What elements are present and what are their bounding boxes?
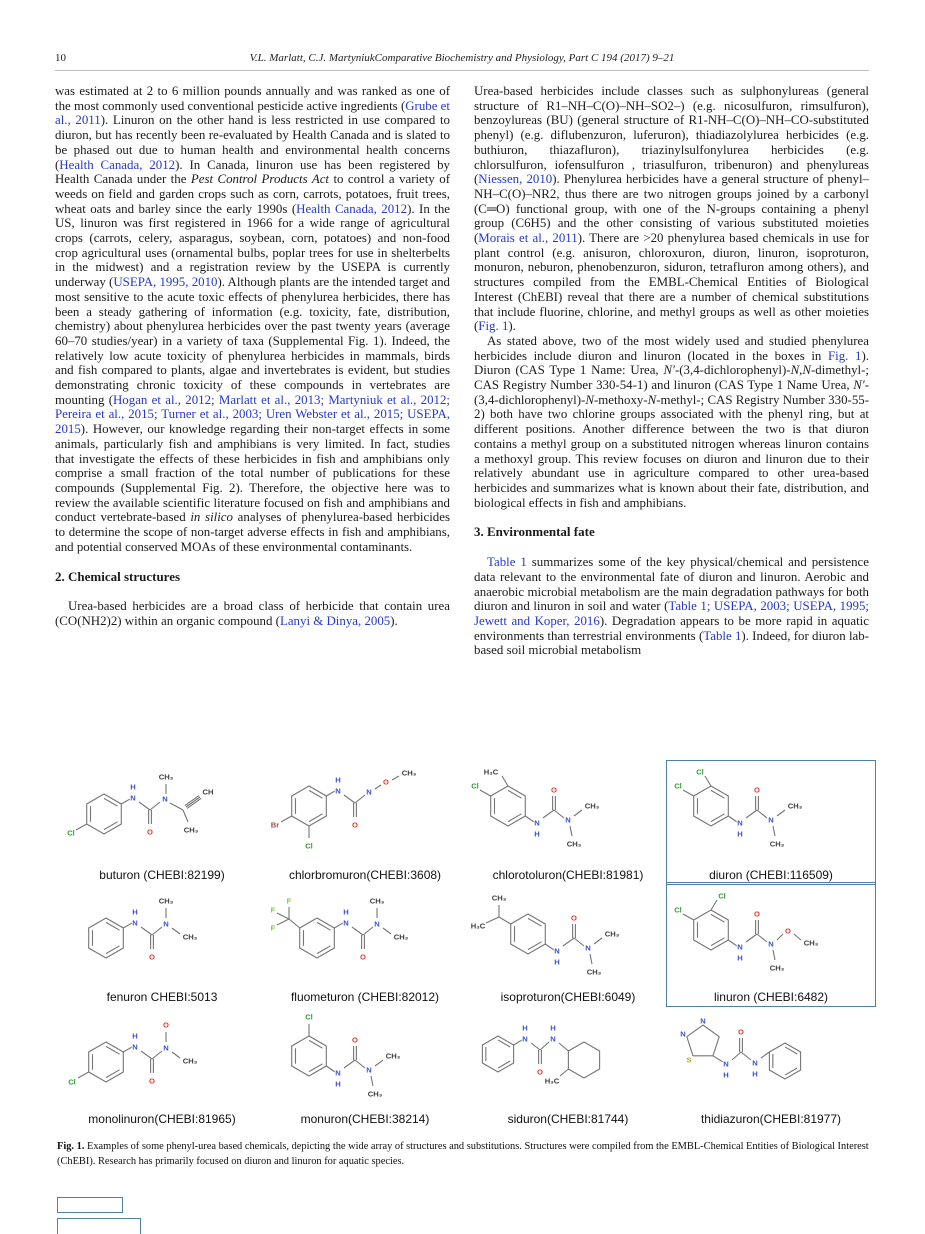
atom-label: N	[565, 815, 571, 825]
atom-label: Br	[270, 820, 280, 830]
italic-term: N,N	[790, 363, 811, 378]
molecule-cell-isoproturon	[463, 882, 666, 1004]
atom-label: N	[132, 918, 138, 928]
atom-label: CH₃	[769, 839, 785, 849]
figure-structure-grid	[57, 760, 869, 1126]
figure-caption	[57, 1140, 869, 1169]
atom-label: F	[286, 896, 292, 906]
atom-label: N	[522, 1034, 528, 1044]
molecule-cell-thidiazuron	[666, 1004, 869, 1126]
molecule-wrap-chlorotoluron	[463, 760, 673, 885]
atom-label: H	[130, 782, 136, 792]
italic-term: N′	[663, 363, 675, 378]
molecule-wrap-isoproturon	[463, 882, 673, 1007]
molecule-label-fluometuron: fluometuron (CHEBI:82012)	[290, 990, 440, 1004]
molecule-label-monolinuron: monolinuron(CHEBI:81965)	[88, 1112, 236, 1126]
citation-link[interactable]: Table 1	[487, 555, 527, 570]
atom-label: CH₃	[584, 801, 600, 811]
page-number: 10	[55, 52, 66, 64]
atom-label: N	[163, 1043, 169, 1053]
molecule-label-chlorotoluron: chlorotoluron(CHEBI:81981)	[492, 868, 644, 882]
figure-1	[57, 760, 869, 1169]
atom-label: F	[270, 905, 276, 915]
molecule-structure-siduron	[468, 1006, 668, 1106]
molecule-label-diuron: diuron (CHEBI:116509)	[709, 868, 833, 882]
molecule-cell-chlorotoluron	[463, 760, 666, 882]
atom-label: H₃C	[544, 1076, 560, 1086]
atom-label: Cl	[718, 891, 726, 901]
molecule-wrap-chlorbromuron	[260, 760, 470, 885]
atom-label: CH₃	[393, 932, 409, 942]
highlight-box-diuron	[666, 760, 876, 885]
atom-label: O	[551, 785, 557, 795]
atom-label: H	[335, 1079, 341, 1089]
molecule-label-thidiazuron: thidiazuron(CHEBI:81977)	[700, 1112, 842, 1126]
molecule-cell-fluometuron	[260, 882, 463, 1004]
paragraph: was estimated at 2 to 6 million pounds annually and was ranked as one of the most commonly used conventional pesticide active ingredients (Grube et al., 2011). Linuron on the other hand is less restricted in use compared to diuron, but has recently been re-evaluated by Health Canada and is slated to be phased out due to human health and environmental health concerns (Health Canada, 2012). In Canada, linuron use has been registered by Health Canada under the Pest Control Products Act to control a variety of weeds on field and garden crops such as corn, carrots, potatoes, fruit trees, wheat oats and barley since the early 1990s (Health Canada, 2012). In the US, linuron was first registered in 1966 for a wide range of agricultural crops (carrots, celery, asparagus, soybean, corn, potatoes) and non-food crop agricultural uses (ornamental bulbs, poplar trees for use in shelterbelts in the midwest) and a registration review by the USEPA is currently underway (USEPA, 1995, 2010). Although plants are the intended target and most sensitive to the acute toxic effects of phenylurea herbicides, there has been a steady gathering of information (e.g. toxicity, fate, distribution, chemistry) about phenylurea herbicides over the past twenty years (average 60–70 studies/year) in a variety of taxa (Supplemental Fig. 1). Indeed, the relatively low acute toxicity of phenylurea herbicides in mammals, birds and fish compared to plants, algae and invertebrates is evident, but studies demonstrating chronic toxicity of these compounds in vertebrates are mounting (Hogan et al., 2012; Marlatt et al., 2013; Martyniuk et al., 2012; Pereira et al., 2015; Turner et al., 2003; Uren Webster et al., 2015; USEPA, 2015). However, our knowledge regarding their non-target effects in some animals, particularly fish and amphibians is very limited. In fact, studies that investigate the effects of these herbicides in fish and amphibians only comprise a small fraction of the total number of publications for these compounds (Supplemental Fig. 2). Therefore, the objective here was to review the available scientific literature focused on fish and amphibians and conduct vertebrate-based in silico analyses of phenylurea-based herbicides to determine the scope of non-target adverse effects in fish and amphibians, and potential conserved MOAs of these environmental contaminants.	[55, 84, 451, 554]
italic-term: N	[585, 392, 594, 407]
atom-label: O	[149, 952, 155, 962]
molecule-structure-diuron	[671, 762, 871, 862]
molecule-wrap-fenuron	[57, 882, 267, 1007]
citation-link[interactable]: Table 1; USEPA, 2003; USEPA, 1995; Jewett and Koper, 2016	[474, 599, 869, 628]
next-figure-fragment-box-1	[57, 1197, 123, 1213]
molecule-structure-thidiazuron	[671, 1006, 871, 1106]
atom-label: O	[352, 820, 358, 830]
atom-label: CH₃	[803, 938, 819, 948]
atom-label: O	[537, 1067, 543, 1077]
molecule-cell-monuron	[260, 1004, 463, 1126]
atom-label: CH₃	[158, 772, 174, 782]
paragraph: As stated above, two of the most widely used and studied phenylurea herbicides include diuron and linuron (located in the boxes in Fig. 1). Diuron (CAS Type 1 Name: Urea, N′-(3,4-dichlorophenyl)-N,N-dimethyl-; CAS Registry Number 330-54-1) and linuron (CAS Type 1 Name Urea, N′-(3,4-dichlorophenyl)-N-methoxy-N-methyl-; CAS Registry Number 330-55-2) both have two chlorine groups associated with the phenyl ring, but at different positions. Another difference between the two is that diuron contains a methyl group on a substituted nitrogen whereas linuron contains a methoxyl group. This review focuses on diuron and linuron due to their relatively abundant use in agriculture compared to other urea-based herbicides and summarizes what is known about their fate, distribution, and biological effects in fish and amphibians.	[474, 333, 869, 510]
citation-link[interactable]: Morais et al., 2011	[478, 231, 578, 246]
atom-label: CH₃	[158, 896, 174, 906]
atom-label: N	[162, 794, 168, 804]
molecule-label-buturon: buturon (CHEBI:82199)	[99, 868, 225, 882]
section-heading: 2. Chemical structures	[55, 568, 181, 584]
citation-link[interactable]: Fig. 1	[827, 348, 862, 363]
atom-label: F	[270, 923, 276, 933]
citation-link[interactable]: USEPA, 1995, 2010	[113, 275, 218, 290]
atom-label: N	[723, 1059, 729, 1069]
atom-label: O	[149, 1076, 155, 1086]
atom-label: O	[754, 909, 760, 919]
atom-label: O	[785, 926, 791, 936]
atom-label: N	[550, 1034, 556, 1044]
paragraph: Urea-based herbicides include classes such as sulphonylureas (general structure of R1–NH–C(O)–NH–SO2–) (e.g. nicosulfuron, rimsulfuron), benzoylureas (BU) (general structure of R1-NH–C(O)–NH–CO-substituted phenyl) (e.g. diflubenzuron, luferuron), thiadiazolylurea herbicides (e.g. buthiuron, thiazafluron), triazinylsulfonylurea herbicides (e.g. chlorsulfuron, iofensulfuron , triasulfuron, tribenuron) and phenylureas (Niessen, 2010). Phenylurea herbicides have a general structure of phenyl–NH–C(O)–NR2, thus there are two nitrogen groups joined by a carbonyl (C═O) functional group, with one of the N-groups containing a phenyl group (C6H5) and the other consisting of various substituted moieties (Morais et al., 2011). There are >20 phenylurea based chemicals in use for plant control (e.g. anisuron, chloroxuron, diuron, linuron, isoproturon, monuron, neburon, phenobenzuron, siduron, tetrafluron among others), and structures compiled from the EMBL-Chemical Entities of Biological Interest (ChEBI) reveal that there are a number of chemical substitutions that include fluorine, chlorine, and methyl groups as well as other moieties (Fig. 1).	[474, 84, 869, 334]
atom-label: CH₃	[182, 932, 198, 942]
citation-link[interactable]: Lanyi & Dinya, 2005	[279, 613, 391, 628]
atom-label: H	[132, 1031, 138, 1041]
atom-label: H₃C	[483, 767, 499, 777]
molecule-cell-linuron	[666, 882, 869, 1004]
molecule-structure-monolinuron	[62, 1006, 262, 1106]
atom-label: N	[737, 942, 743, 952]
atom-label: H	[132, 907, 138, 917]
citation-link[interactable]: Niessen, 2010	[478, 172, 553, 187]
section-heading: 3. Environmental fate	[474, 524, 595, 540]
atom-label: CH₃	[769, 963, 785, 973]
atom-label: CH₃	[491, 893, 507, 903]
atom-label: CH₃	[787, 801, 803, 811]
atom-label: H	[534, 829, 540, 839]
atom-label: N	[335, 1068, 341, 1078]
atom-label: H₃C	[470, 921, 486, 931]
atom-label: N	[132, 1042, 138, 1052]
molecule-structure-linuron	[671, 884, 871, 984]
atom-label: Cl	[305, 1012, 313, 1022]
atom-label: H	[550, 1023, 556, 1033]
molecule-cell-monolinuron	[57, 1004, 260, 1126]
atom-label: N	[534, 818, 540, 828]
molecule-wrap-monolinuron	[57, 1004, 267, 1129]
citation-link[interactable]: Grube et al., 2011	[55, 98, 450, 128]
atom-label: N	[374, 919, 380, 929]
atom-label: H	[343, 907, 349, 917]
atom-label: O	[147, 827, 153, 837]
atom-label: Cl	[67, 828, 75, 838]
citation-link[interactable]: Health Canada, 2012	[296, 201, 408, 216]
atom-label: N	[700, 1016, 706, 1026]
right-column	[474, 84, 869, 762]
citation-link[interactable]: Hogan et al., 2012; Marlatt et al., 2013; Martyniuk et al., 2012; Pereira et al., 2015; Turner et al., 2003; Uren Webster et al., 2015; USEPA, 2015	[55, 392, 451, 437]
molecule-structure-chlorbromuron	[265, 762, 465, 862]
atom-label: CH₃	[369, 896, 385, 906]
atom-label: Cl	[68, 1077, 76, 1087]
atom-label: N	[366, 1065, 372, 1075]
atom-label: N	[680, 1029, 686, 1039]
atom-label: N	[163, 919, 169, 929]
atom-label: H	[737, 829, 743, 839]
atom-label: N	[768, 939, 774, 949]
atom-label: N	[130, 793, 136, 803]
body-columns	[55, 84, 869, 762]
atom-label: N	[768, 815, 774, 825]
citation-link[interactable]: Fig. 1	[478, 319, 509, 334]
atom-label: Cl	[674, 781, 682, 791]
molecule-structure-buturon	[62, 762, 262, 862]
atom-label: O	[352, 1035, 358, 1045]
italic-term: in silico	[190, 510, 233, 525]
citation-link[interactable]: Health Canada, 2012	[59, 157, 176, 172]
atom-label: CH₃	[604, 929, 620, 939]
atom-label: Cl	[305, 841, 313, 851]
molecule-cell-siduron	[463, 1004, 666, 1126]
molecule-cell-chlorbromuron	[260, 760, 463, 882]
atom-label: Cl	[674, 905, 682, 915]
atom-label: N	[752, 1058, 758, 1068]
atom-label: O	[738, 1027, 744, 1037]
molecule-structure-isoproturon	[468, 884, 668, 984]
paragraph: Table 1 summarizes some of the key physical/chemical and persistence data relevant to the environmental fate of diuron and linuron. Aerobic and anaerobic microbial metabolism are the main degradation pathways for both diuron and linuron in soil and water (Table 1; USEPA, 2003; USEPA, 1995; Jewett and Koper, 2016). Degradation appears to be more rapid in aquatic environments than terrestrial environments (Table 1). Indeed, for diuron lab-based soil microbial metabolism	[474, 555, 869, 658]
atom-label: H	[554, 957, 560, 967]
atom-label: Cl	[696, 767, 704, 777]
atom-label: N	[737, 818, 743, 828]
atom-label: O	[383, 777, 389, 787]
figure-caption-text: Examples of some phenyl-urea based chemicals, depicting the wide array of structures and substitutions. Structures were compiled from the EMBL-Chemical Entities of Biological Interest (ChEBI). Research has primarily focused on diuron and linuron for aquatic species.	[57, 1141, 869, 1167]
atom-label: O	[754, 785, 760, 795]
atom-label: O	[571, 913, 577, 923]
molecule-wrap-thidiazuron	[666, 1004, 876, 1129]
molecule-wrap-buturon	[57, 760, 267, 885]
atom-label: N	[343, 918, 349, 928]
italic-term: Pest Control Products Act	[190, 172, 330, 187]
figure-caption-lead: Fig. 1.	[57, 1141, 85, 1152]
molecule-structure-fenuron	[62, 884, 262, 984]
molecule-wrap-siduron	[463, 1004, 673, 1129]
molecule-label-linuron: linuron (CHEBI:6482)	[713, 990, 829, 1004]
citation-link[interactable]: Table 1	[703, 628, 742, 643]
molecule-label-siduron: siduron(CHEBI:81744)	[507, 1112, 629, 1126]
atom-label: N	[585, 943, 591, 953]
molecule-label-isoproturon: isoproturon(CHEBI:6049)	[500, 990, 636, 1004]
molecule-cell-buturon	[57, 760, 260, 882]
molecule-wrap-fluometuron	[260, 882, 470, 1007]
molecule-structure-fluometuron	[265, 884, 465, 984]
atom-label: N	[554, 946, 560, 956]
paragraph: Urea-based herbicides are a broad class of herbicide that contain urea (CO(NH2)2) within an organic compound (Lanyi & Dinya, 2005).	[55, 599, 450, 628]
atom-label: H	[737, 953, 743, 963]
molecule-cell-fenuron	[57, 882, 260, 1004]
highlight-box-linuron	[666, 882, 876, 1007]
page-header	[55, 50, 869, 71]
atom-label: CH₃	[367, 1089, 383, 1099]
atom-label: O	[360, 952, 366, 962]
atom-label: CH₃	[385, 1051, 401, 1061]
atom-label: CH₃	[586, 967, 602, 977]
italic-term: N′	[853, 378, 865, 393]
atom-label: N	[366, 787, 372, 797]
left-column	[55, 84, 450, 762]
atom-label: H	[522, 1023, 528, 1033]
running-head: V.L. Marlatt, C.J. MartyniukComparative Biochemistry and Physiology, Part C 194 (2017) 9–21	[249, 52, 675, 64]
atom-label: H	[752, 1069, 758, 1079]
atom-label: CH₃	[183, 825, 199, 835]
atom-label: N	[335, 786, 341, 796]
atom-label: O	[163, 1020, 169, 1030]
atom-label: CH₃	[566, 839, 582, 849]
atom-label: Cl	[471, 781, 479, 791]
molecule-label-fenuron: fenuron CHEBI:5013	[106, 990, 218, 1004]
molecule-structure-chlorotoluron	[468, 762, 668, 862]
atom-label: S	[686, 1055, 692, 1065]
atom-label: CH	[202, 787, 214, 797]
molecule-cell-diuron	[666, 760, 869, 882]
atom-label: CH₃	[182, 1056, 198, 1066]
atom-label: CH₃	[401, 768, 417, 778]
italic-term: N	[647, 392, 657, 407]
molecule-wrap-monuron	[260, 1004, 470, 1129]
atom-label: H	[335, 775, 341, 785]
molecule-structure-monuron	[265, 1006, 465, 1106]
molecule-label-chlorbromuron: chlorbromuron(CHEBI:3608)	[288, 868, 442, 882]
next-figure-fragment-box-2	[57, 1218, 141, 1234]
molecule-label-monuron: monuron(CHEBI:38214)	[300, 1112, 430, 1126]
atom-label: H	[723, 1070, 729, 1080]
